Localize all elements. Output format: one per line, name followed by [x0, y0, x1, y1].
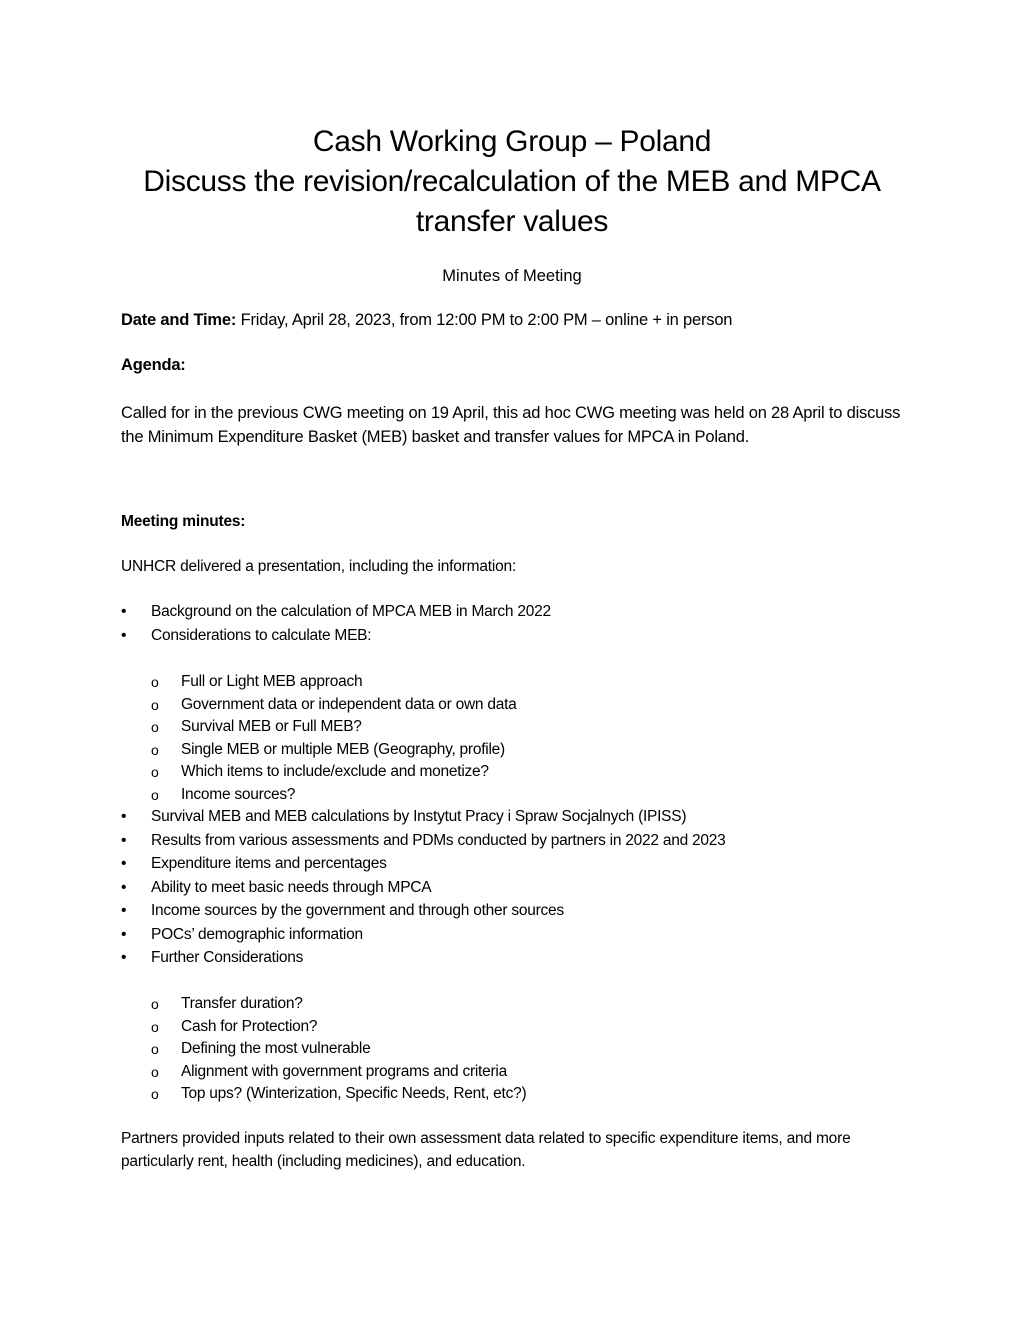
- sub-bullet-marker: o: [151, 996, 159, 1012]
- meeting-minutes-heading: Meeting minutes:: [121, 513, 246, 530]
- agenda-heading: Agenda:: [121, 356, 186, 374]
- title-line: Cash Working Group – Poland: [312, 125, 712, 158]
- title-line: transfer values: [415, 205, 609, 238]
- bullet-marker: •: [121, 831, 127, 849]
- bullet-marker: •: [121, 902, 127, 919]
- list-item-text: Further Considerations: [151, 949, 304, 966]
- list-item-text: Survival MEB or Full MEB?: [181, 718, 362, 735]
- list-item-text: Alignment with government programs and criteria: [181, 1062, 507, 1080]
- sub-bullet-marker: o: [151, 741, 159, 758]
- list-item-text: Income sources by the government and through other sources: [151, 902, 564, 919]
- bullet-marker: •: [121, 855, 127, 872]
- sub-bullet-marker: o: [151, 1018, 159, 1035]
- list-item-text: Considerations to calculate MEB:: [151, 626, 372, 644]
- list-item-text: Expenditure items and percentages: [151, 855, 387, 872]
- sub-bullet-marker: o: [151, 674, 159, 690]
- list-item-text: Defining the most vulnerable: [181, 1040, 371, 1057]
- sub-bullet-marker: o: [151, 1041, 159, 1057]
- list-item-text: Background on the calculation of MPCA MEB in March 2022: [151, 603, 551, 620]
- list-item-text: Single MEB or multiple MEB (Geography, profile): [181, 740, 505, 758]
- list-item-text: Survival MEB and MEB calculations by Instytut Pracy i Spraw Socjalnych (IPISS): [151, 808, 687, 825]
- list-item-text: Income sources?: [181, 785, 296, 803]
- closing-paragraph: Partners provided inputs related to their own assessment data related to specific expenditure items, and more particularly rent, health (including medicines), and education.: [121, 1130, 851, 1170]
- sub-bullet-marker: o: [151, 1086, 159, 1102]
- minutes-intro: UNHCR delivered a presentation, including the information:: [121, 558, 517, 575]
- list-item-text: Ability to meet basic needs through MPCA: [151, 878, 432, 896]
- bullet-marker: •: [121, 808, 127, 825]
- agenda-paragraph: Called for in the previous CWG meeting on 19 April, this ad hoc CWG meeting was held on 28 April to discuss the Minimum Expenditure Basket (MEB) basket and transfer values for MPCA in Poland.: [121, 404, 901, 446]
- sub-bullet-marker: o: [151, 719, 159, 735]
- list-item-text: POCs’ demographic information: [151, 925, 363, 943]
- bullet-marker: •: [121, 925, 127, 943]
- bullet-marker: •: [121, 949, 127, 966]
- sub-bullet-marker: o: [151, 786, 159, 803]
- list-item-text: Top ups? (Winterization, Specific Needs, Rent, etc?): [181, 1085, 527, 1102]
- bullet-marker: •: [121, 878, 127, 896]
- list-item-text: Cash for Protection?: [181, 1017, 318, 1035]
- list-item-text: Which items to include/exclude and monetize?: [181, 763, 489, 780]
- sub-bullet-marker: o: [151, 696, 159, 713]
- sub-bullet-marker: o: [151, 764, 159, 780]
- list-item-text: Results from various assessments and PDMs conducted by partners in 2022 and 2023: [151, 831, 726, 849]
- document-subtitle: Minutes of Meeting: [442, 267, 582, 285]
- date-time-label: Date and Time:: [121, 311, 237, 329]
- title-line: Discuss the revision/recalculation of the MEB and MPCA: [143, 165, 881, 198]
- bullet-marker: •: [121, 626, 127, 644]
- list-item-text: Government data or independent data or own data: [181, 695, 517, 713]
- list-item-text: Transfer duration?: [181, 995, 303, 1012]
- sub-bullet-marker: o: [151, 1063, 159, 1080]
- date-time-line: [121, 308, 911, 332]
- bullet-marker: •: [121, 603, 127, 620]
- date-time-value: Friday, April 28, 2023, from 12:00 PM to 2:00 PM – online + in person: [236, 311, 733, 329]
- list-item-text: Full or Light MEB approach: [181, 673, 363, 690]
- document-title: [60, 122, 964, 242]
